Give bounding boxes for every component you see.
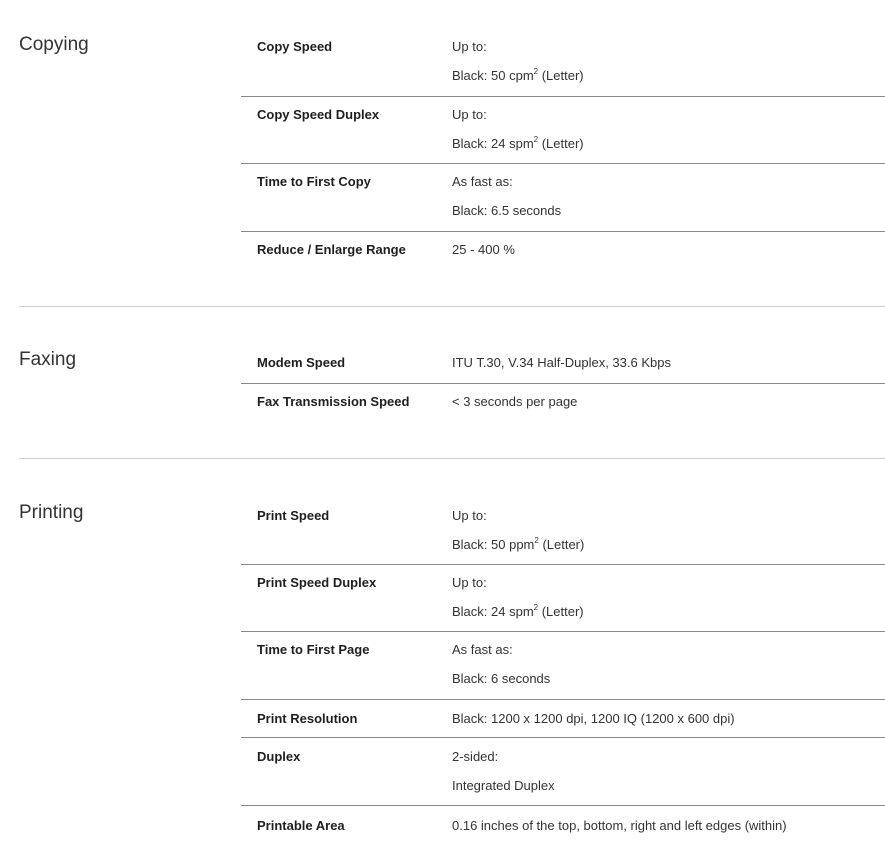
spec-table <box>241 345 885 424</box>
spec-row <box>241 164 885 232</box>
spec-row <box>241 97 885 164</box>
spec-row <box>241 565 885 632</box>
spec-label: Duplex <box>257 749 301 764</box>
spec-row <box>241 232 885 272</box>
spec-table <box>241 30 885 272</box>
spec-value: Up to: Black: 24 spm$^2$ (Letter) <box>452 575 584 619</box>
section-divider <box>19 458 885 459</box>
spec-value: As fast as: Black: 6.5 seconds <box>452 174 562 218</box>
spec-row <box>241 345 885 384</box>
spec-label: Copy Speed Duplex <box>257 107 380 122</box>
spec-value: ITU T.30, V.34 Half-Duplex, 33.6 Kbps <box>452 355 671 370</box>
spec-value: Up to: Black: 50 ppm$^2$ (Letter) <box>452 508 585 552</box>
spec-value: 2-sided: Integrated Duplex <box>452 749 555 793</box>
spec-table <box>241 498 885 844</box>
spec-label: Time to First Page <box>257 642 370 657</box>
spec-label: Time to First Copy <box>257 174 371 189</box>
spec-label: Print Speed <box>257 508 330 523</box>
spec-value: Black: 1200 x 1200 dpi, 1200 IQ (1200 x 600 dpi) <box>452 711 735 726</box>
spec-value: 25 - 400 % <box>452 242 515 257</box>
spec-label: Print Speed Duplex <box>257 575 377 590</box>
spec-value: Up to: Black: 50 cpm$^2$ (Letter) <box>452 39 584 83</box>
section-title: Printing <box>19 502 84 523</box>
spec-value: Up to: Black: 24 spm$^2$ (Letter) <box>452 107 584 151</box>
spec-label: Printable Area <box>257 818 345 833</box>
spec-value: As fast as: Black: 6 seconds <box>452 642 551 686</box>
spec-row <box>241 632 885 700</box>
spec-label: Print Resolution <box>257 711 358 726</box>
section-divider <box>19 306 885 307</box>
spec-row <box>241 700 885 738</box>
spec-label: Copy Speed <box>257 39 333 54</box>
spec-row <box>241 384 885 424</box>
spec-row <box>241 806 885 844</box>
section-title: Copying <box>19 34 89 55</box>
spec-value: 0.16 inches of the top, bottom, right and left edges (within) <box>452 818 787 833</box>
section-title: Faxing <box>19 349 77 370</box>
spec-label: Reduce / Enlarge Range <box>257 242 406 257</box>
spec-row <box>241 30 885 97</box>
spec-row <box>241 738 885 806</box>
spec-value: < 3 seconds per page <box>452 394 578 409</box>
spec-label: Fax Transmission Speed <box>257 394 410 409</box>
spec-label: Modem Speed <box>257 355 346 370</box>
spec-row <box>241 498 885 565</box>
